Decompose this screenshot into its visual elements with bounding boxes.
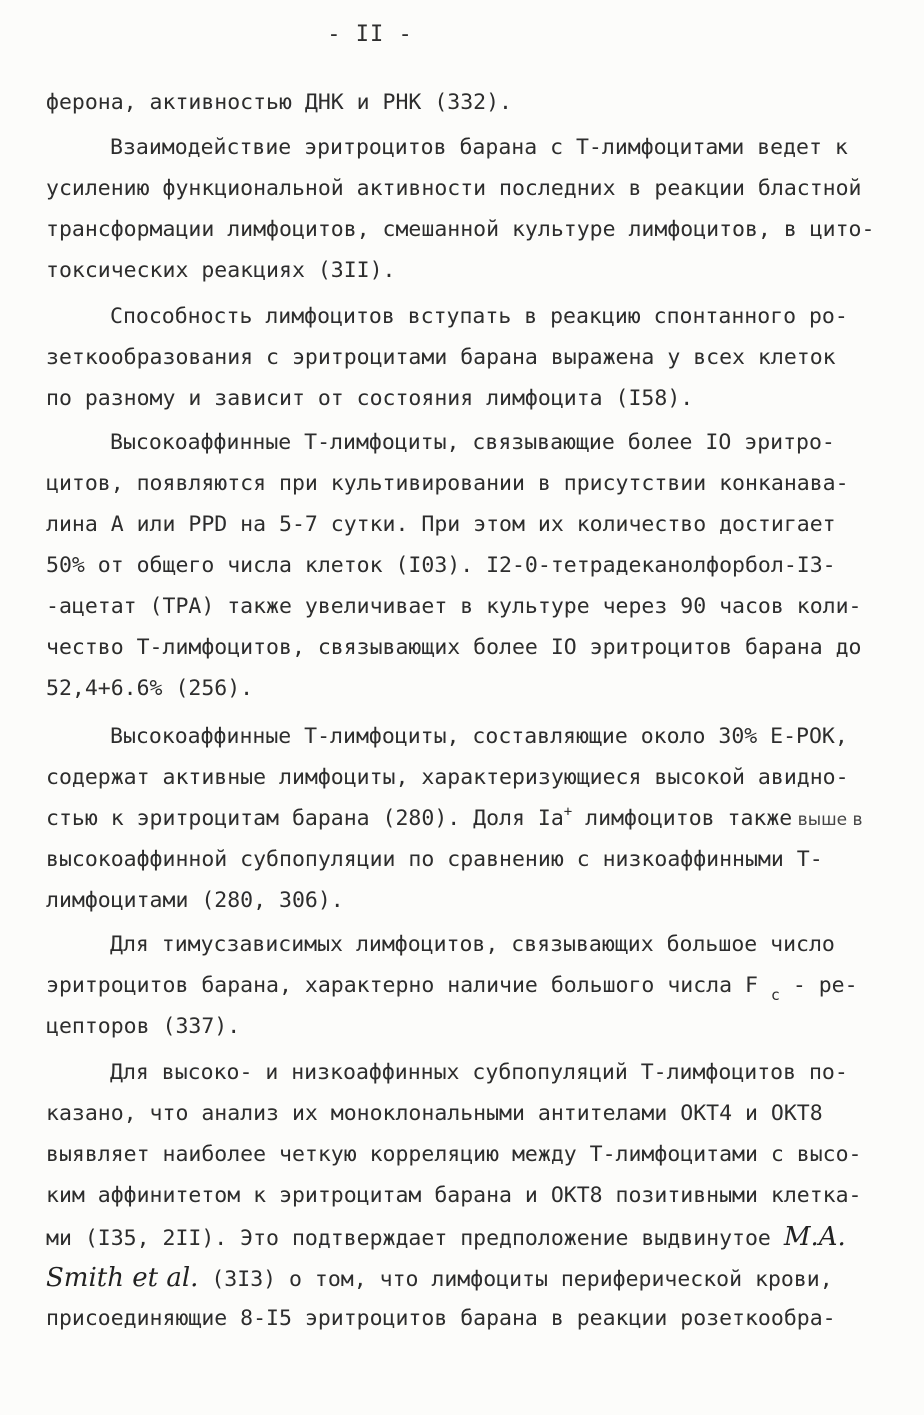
text-line: ким аффинитетом к эритроцитам барана и ОКТ8 позитивными клетка- bbox=[46, 1183, 862, 1208]
text-line bbox=[46, 971, 858, 1002]
text-line: высокоаффинной субпопуляции по сравнению с низкоаффинными Т- bbox=[46, 847, 823, 872]
text-line: Высокоаффинные Т-лимфоциты, составляющие около 30% Е-РОК, bbox=[110, 724, 848, 749]
text-line: казано, что анализ их моноклональными антителами ОКТ4 и ОКТ8 bbox=[46, 1101, 823, 1126]
text-line: лина А или PPD на 5-7 сутки. При этом их количество достигает bbox=[46, 512, 836, 537]
text-line: Способность лимфоцитов вступать в реакцию спонтанного ро- bbox=[110, 304, 848, 329]
text-line bbox=[46, 804, 863, 836]
text-line: Взаимодействие эритроцитов барана с Т-лимфоцитами ведет к bbox=[110, 135, 848, 160]
text-line bbox=[46, 1222, 846, 1254]
text-line: 52,4+6.6% (256). bbox=[46, 676, 254, 701]
superscript-plus: + bbox=[563, 804, 573, 820]
text-line: Для высоко- и низкоаффинных субпопуляций Т-лимфоцитов по- bbox=[110, 1060, 848, 1085]
text-line: зеткообразования с эритроцитами барана выражена у всех клеток bbox=[46, 345, 836, 370]
handwritten-author-name: Smith et al. bbox=[46, 1263, 199, 1293]
text-segment: стью к эритроцитам барана (280). Доля Ia bbox=[46, 806, 564, 831]
text-segment: ми (I35, 2II). Это подтверждает предположение выдвинутое bbox=[46, 1226, 784, 1251]
text-line: цитов, появляются при культивировании в присутствии конканава- bbox=[46, 471, 849, 496]
text-line: содержат активные лимфоциты, характеризующиеся высокой авидно- bbox=[46, 765, 849, 790]
handwritten-author-initials: M.A. bbox=[783, 1222, 846, 1252]
text-segment: лимфоцитов также bbox=[572, 806, 793, 831]
page-number: - II - bbox=[327, 22, 413, 47]
text-line: -ацетат (ТРА) также увеличивает в культуре через 90 часов коли- bbox=[46, 594, 862, 619]
text-line: цепторов (337). bbox=[46, 1014, 241, 1039]
text-line: чество Т-лимфоцитов, связывающих более IO эритроцитов барана до bbox=[46, 635, 862, 660]
text-line: трансформации лимфоцитов, смешанной культуре лимфоцитов, в цито- bbox=[46, 217, 875, 242]
subscript-c: c bbox=[770, 986, 780, 1004]
text-line: 50% от общего числа клеток (I03). I2-0-тетрадеканолфорбол-I3- bbox=[46, 553, 836, 578]
text-line: по разному и зависит от состояния лимфоцита (I58). bbox=[46, 386, 694, 411]
text-line: токсических реакциях (3II). bbox=[46, 258, 396, 283]
text-line bbox=[46, 1263, 833, 1295]
text-segment-tail: выше в bbox=[792, 810, 863, 830]
text-line: Для тимусзависимых лимфоцитов, связывающих большое число bbox=[110, 932, 835, 957]
text-segment: эритроцитов барана, характерно наличие большого числа F bbox=[46, 973, 771, 998]
text-line: ферона, активностью ДНК и РНК (332). bbox=[46, 90, 512, 115]
text-segment: (3I3) о том, что лимфоциты периферической крови, bbox=[198, 1267, 833, 1292]
text-line: лимфоцитами (280, 306). bbox=[46, 888, 344, 913]
text-line: выявляет наиболее четкую корреляцию между Т-лимфоцитами с высо- bbox=[46, 1142, 862, 1167]
text-line: присоединяющие 8-I5 эритроцитов барана в реакции розеткообра- bbox=[46, 1306, 836, 1331]
text-line: Высокоаффинные Т-лимфоциты, связывающие более IO эритро- bbox=[110, 430, 835, 455]
text-segment: - ре- bbox=[779, 973, 858, 998]
text-line: усилению функциональной активности последних в реакции бластной bbox=[46, 176, 862, 201]
